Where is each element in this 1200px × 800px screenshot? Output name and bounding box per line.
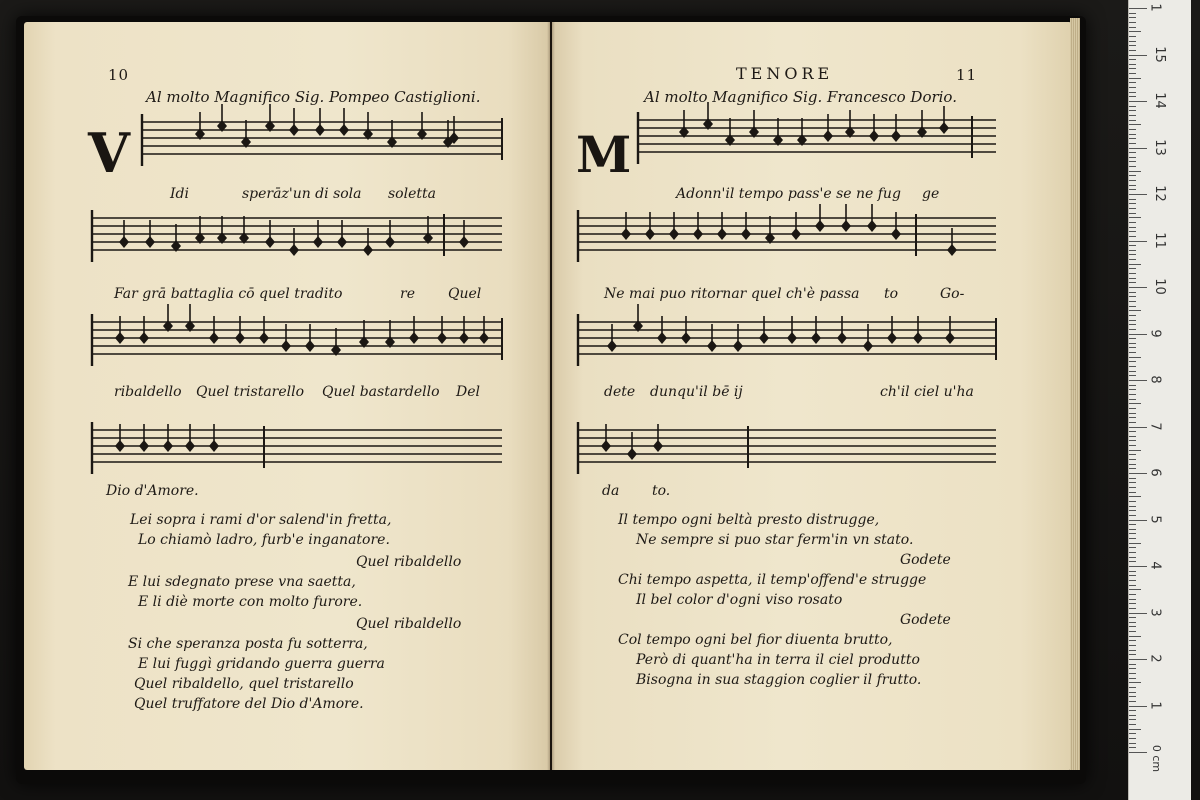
ruler-tick [1129, 613, 1147, 614]
music-staff [578, 422, 996, 474]
music-staff [92, 304, 502, 366]
ruler-tick [1129, 22, 1136, 23]
lyric-left-2a: Far grā battaglia cō quel tradito [114, 286, 343, 302]
measuring-ruler [1128, 0, 1191, 800]
ruler-tick [1129, 306, 1136, 307]
ruler-tick [1129, 701, 1136, 702]
ruler-tick [1129, 580, 1136, 581]
ruler-tick [1129, 217, 1141, 218]
ruler-tick [1129, 417, 1136, 418]
ruler-tick [1129, 668, 1136, 669]
ruler-tick [1129, 478, 1136, 479]
ruler-tick [1129, 315, 1136, 316]
ruler-number: 6 [1147, 468, 1163, 477]
ruler-tick [1129, 203, 1136, 204]
ruler-tick [1129, 487, 1136, 488]
ruler-tick [1129, 640, 1136, 641]
ruler-number: 2 [1147, 654, 1163, 663]
ruler-tick [1129, 492, 1136, 493]
ruler-tick [1129, 719, 1136, 720]
ruler-tick [1129, 273, 1136, 274]
ruler-tick [1129, 292, 1136, 293]
ruler-tick [1129, 603, 1136, 604]
ruler-tick [1129, 747, 1136, 748]
ruler-tick [1129, 124, 1141, 125]
ruler-tick [1129, 687, 1136, 688]
ruler-number: 15 [1151, 45, 1167, 63]
music-staff [142, 104, 502, 166]
ruler-tick [1129, 659, 1147, 660]
ruler-tick [1129, 264, 1141, 265]
verse-right-7: Col tempo ogni bel fior diuenta brutto, [618, 632, 893, 648]
verse-left-9: Quel ribaldello, quel tristarello [134, 676, 354, 692]
lyric-left-3c: Quel bastardello [322, 384, 440, 400]
ruler-number: 9 [1147, 328, 1163, 338]
ruler-tick [1129, 324, 1136, 325]
ruler-tick [1129, 310, 1141, 311]
ruler-tick [1129, 55, 1147, 56]
ruler-tick [1129, 185, 1136, 186]
ruler-tick [1129, 408, 1136, 409]
page-edges [1070, 18, 1080, 770]
ruler-tick [1129, 389, 1136, 390]
ruler-tick [1129, 696, 1136, 697]
ruler-tick [1129, 552, 1136, 553]
verse-right-1: Il tempo ogni beltà presto distrugge, [618, 512, 880, 528]
ruler-tick [1129, 338, 1136, 339]
ruler-number: 4 [1147, 561, 1163, 570]
ruler-tick [1129, 45, 1136, 46]
ruler-tick [1129, 589, 1141, 590]
ruler-tick [1129, 287, 1147, 288]
ruler-tick [1129, 68, 1136, 69]
ruler-tick [1129, 510, 1136, 511]
lyric-left-3b: Quel tristarello [196, 384, 305, 400]
verse-right-6: Godete [900, 612, 951, 628]
ruler-tick [1129, 92, 1136, 93]
ruler-tick [1129, 31, 1141, 32]
ruler-tick [1129, 710, 1136, 711]
ruler-tick [1129, 134, 1136, 135]
ruler-tick [1129, 724, 1136, 725]
ruler-tick [1129, 464, 1136, 465]
verse-right-3: Godete [900, 552, 951, 568]
ruler-tick [1129, 301, 1136, 302]
ruler-tick [1129, 431, 1136, 432]
lyric-right-2b: to [884, 286, 899, 302]
lyric-left-1a: Idi [170, 186, 189, 202]
lyric-left-3d: Del [456, 384, 480, 400]
ruler-tick [1129, 743, 1136, 744]
ruler-tick [1129, 445, 1136, 446]
ruler-tick [1129, 482, 1136, 483]
ruler-tick [1129, 538, 1136, 539]
verse-left-7: Si che speranza posta fu sotterra, [128, 636, 368, 652]
ruler-tick [1129, 8, 1147, 9]
running-head: TENORE [736, 64, 834, 83]
music-staff [578, 304, 996, 366]
ruler-tick [1129, 626, 1136, 627]
ruler-number: 3 [1147, 607, 1163, 617]
ruler-number: 13 [1151, 138, 1167, 156]
ruler-tick [1129, 175, 1136, 176]
lyric-left-3a: ribaldello [114, 384, 182, 400]
ruler-tick [1129, 608, 1136, 609]
ruler-tick [1129, 468, 1136, 469]
ruler-tick [1129, 250, 1136, 251]
ruler-tick [1129, 96, 1136, 97]
ruler-tick [1129, 329, 1136, 330]
ruler-number: 11 [1151, 231, 1167, 249]
verse-right-4: Chi tempo aspetta, il temp'offend'e strugge [618, 572, 927, 588]
page-number-right: 11 [956, 66, 978, 84]
ruler-tick [1129, 268, 1136, 269]
ruler-tick [1129, 617, 1136, 618]
ruler-tick [1129, 138, 1136, 139]
music-staff [638, 102, 996, 164]
ruler-tick [1129, 733, 1136, 734]
ruler-number: 8 [1147, 375, 1163, 384]
ruler-tick [1129, 496, 1141, 497]
ruler-tick [1129, 36, 1136, 37]
ruler-tick [1129, 129, 1136, 130]
ruler-tick [1129, 106, 1136, 107]
ruler-tick [1129, 199, 1136, 200]
ruler-tick [1129, 115, 1136, 116]
ruler-tick [1129, 241, 1147, 242]
ruler-tick [1129, 413, 1136, 414]
ruler-tick [1129, 352, 1136, 353]
ruler-tick [1129, 296, 1136, 297]
lyric-left-2c: Quel [448, 286, 482, 302]
verse-left-6: Quel ribaldello [356, 616, 462, 632]
ruler-number: 5 [1147, 514, 1163, 524]
left-page [24, 22, 550, 770]
ruler-tick [1129, 561, 1136, 562]
verse-right-2: Ne sempre si puo star ferm'in vn stato. [636, 532, 914, 548]
lyric-right-2a: Ne mai puo ritornar quel ch'è passa [604, 286, 860, 302]
ruler-tick [1129, 566, 1147, 567]
ruler-tick [1129, 78, 1141, 79]
ruler-tick [1129, 422, 1136, 423]
ruler-tick [1129, 454, 1136, 455]
ruler-tick [1129, 520, 1147, 521]
verse-left-1: Lei sopra i rami d'or salend'in fretta, [130, 512, 392, 528]
ruler-tick [1129, 473, 1147, 474]
decorated-initial-m: M [576, 125, 632, 184]
lyric-left-1b: sperāz'un di sola [242, 186, 362, 202]
verse-left-5: E li diè morte con molto furore. [138, 594, 363, 610]
verse-left-3: Quel ribaldello [356, 554, 462, 570]
ruler-tick [1129, 501, 1136, 502]
ruler-tick [1129, 394, 1136, 395]
lyric-right-4b: to. [652, 483, 671, 499]
book-gutter [547, 22, 555, 770]
ruler-tick [1129, 59, 1136, 60]
ruler-tick [1129, 180, 1136, 181]
ruler-tick [1129, 152, 1136, 153]
lyric-right-2c: Go- [940, 286, 965, 302]
ruler-tick [1129, 366, 1136, 367]
ruler-tick [1129, 557, 1136, 558]
verse-right-5: Il bel color d'ogni viso rosato [636, 592, 843, 608]
ruler-tick [1129, 320, 1136, 321]
ruler-tick [1129, 213, 1136, 214]
ruler-tick [1129, 440, 1136, 441]
ruler-tick [1129, 729, 1141, 730]
ruler-tick [1129, 171, 1141, 172]
lyric-left-2b: re [400, 286, 415, 302]
ruler-tick [1129, 752, 1147, 753]
lyric-right-4a: da [602, 483, 620, 499]
ruler-tick [1129, 706, 1147, 707]
ruler-tick [1129, 73, 1136, 74]
verse-left-2: Lo chiamò ladro, furb'e inganatore. [138, 532, 390, 548]
lyric-right-3c: ch'il ciel u'ha [880, 384, 974, 400]
ruler-tick [1129, 343, 1136, 344]
ruler-tick [1129, 361, 1136, 362]
ruler-tick [1129, 278, 1136, 279]
music-staff [578, 204, 996, 262]
ruler-tick [1129, 161, 1136, 162]
ruler-tick [1129, 236, 1136, 237]
lyric-right-1a: Adonn'il tempo pass'e se ne fug [676, 186, 901, 202]
ruler-tick [1129, 194, 1147, 195]
ruler-tick [1129, 673, 1136, 674]
ruler-tick [1129, 645, 1136, 646]
ruler-tick [1129, 27, 1136, 28]
verse-left-4: E lui sdegnato prese vna saetta, [128, 574, 356, 590]
ruler-number: 1 [1147, 3, 1163, 12]
ruler-tick [1129, 654, 1136, 655]
lyric-right-3b: dunqu'il bē ij [650, 384, 743, 400]
lyric-left-1c: soletta [388, 186, 436, 202]
ruler-tick [1129, 101, 1147, 102]
ruler-number: 7 [1147, 421, 1163, 431]
ruler-tick [1129, 259, 1136, 260]
ruler-tick [1129, 157, 1136, 158]
ruler-tick [1129, 636, 1141, 637]
ruler-tick [1129, 533, 1136, 534]
ruler-tick [1129, 64, 1136, 65]
ruler-tick [1129, 385, 1136, 386]
ruler-tick [1129, 82, 1136, 83]
ruler-tick [1129, 692, 1136, 693]
ruler-tick [1129, 459, 1136, 460]
ruler-tick [1129, 189, 1136, 190]
ruler-tick [1129, 399, 1136, 400]
ruler-number: 12 [1151, 185, 1167, 202]
ruler-tick [1129, 254, 1136, 255]
ruler-tick [1129, 515, 1136, 516]
verse-right-9: Bisogna in sua staggion coglier il frutto. [636, 672, 922, 688]
ruler-tick [1129, 529, 1136, 530]
ruler-tick [1129, 334, 1147, 335]
ruler-unit-label: 0 cm [1150, 744, 1164, 773]
ruler-tick [1129, 450, 1141, 451]
music-staff [92, 210, 502, 262]
ruler-tick [1129, 282, 1136, 283]
ruler-tick [1129, 622, 1136, 623]
ruler-tick [1129, 427, 1147, 428]
decorated-initial-v: V [88, 121, 130, 185]
ruler-tick [1129, 682, 1141, 683]
music-staff [92, 422, 502, 474]
ruler-number: 1 [1147, 700, 1163, 710]
ruler-tick [1129, 594, 1136, 595]
lyric-right-1b: ge [922, 186, 940, 202]
ruler-tick [1129, 110, 1136, 111]
ruler-tick [1129, 599, 1136, 600]
ruler-tick [1129, 715, 1136, 716]
ruler-tick [1129, 506, 1136, 507]
ruler-tick [1129, 403, 1141, 404]
ruler-tick [1129, 543, 1141, 544]
ruler-tick [1129, 524, 1136, 525]
ruler-number: 10 [1151, 278, 1167, 295]
ruler-tick [1129, 13, 1136, 14]
ruler-tick [1129, 678, 1136, 679]
ruler-tick [1129, 245, 1136, 246]
ruler-tick [1129, 664, 1136, 665]
ruler-tick [1129, 575, 1136, 576]
ruler-tick [1129, 87, 1136, 88]
dedication-left: Al molto Magnifico Sig. Pompeo Castiglioni. [146, 88, 481, 106]
ruler-tick [1129, 50, 1136, 51]
ruler-tick [1129, 143, 1136, 144]
ruler-tick [1129, 738, 1136, 739]
ruler-tick [1129, 571, 1136, 572]
ruler-tick [1129, 166, 1136, 167]
verse-left-8: E lui fuggì gridando guerra guerra [138, 656, 385, 672]
lyric-left-4a: Dio d'Amore. [106, 483, 199, 499]
ruler-tick [1129, 208, 1136, 209]
ruler-tick [1129, 148, 1147, 149]
ruler-tick [1129, 347, 1136, 348]
page-number-left: 10 [108, 66, 130, 84]
ruler-tick [1129, 41, 1136, 42]
ruler-tick [1129, 371, 1136, 372]
ruler-tick [1129, 380, 1147, 381]
ruler-tick [1129, 547, 1136, 548]
ruler-tick [1129, 231, 1136, 232]
ruler-tick [1129, 375, 1136, 376]
ruler-tick [1129, 585, 1136, 586]
ruler-tick [1129, 222, 1136, 223]
ruler-tick [1129, 631, 1136, 632]
verse-right-8: Però di quant'ha in terra il ciel produtto [636, 652, 920, 668]
lyric-right-3a: dete [604, 384, 636, 400]
ruler-tick [1129, 227, 1136, 228]
ruler-tick [1129, 357, 1141, 358]
right-page [552, 22, 1072, 770]
ruler-number: 14 [1151, 92, 1167, 109]
dedication-right: Al molto Magnifico Sig. Francesco Dorio. [644, 88, 957, 106]
ruler-tick [1129, 17, 1136, 18]
ruler-tick [1129, 120, 1136, 121]
verse-left-10: Quel truffatore del Dio d'Amore. [134, 696, 364, 712]
ruler-tick [1129, 436, 1136, 437]
ruler-tick [1129, 650, 1136, 651]
